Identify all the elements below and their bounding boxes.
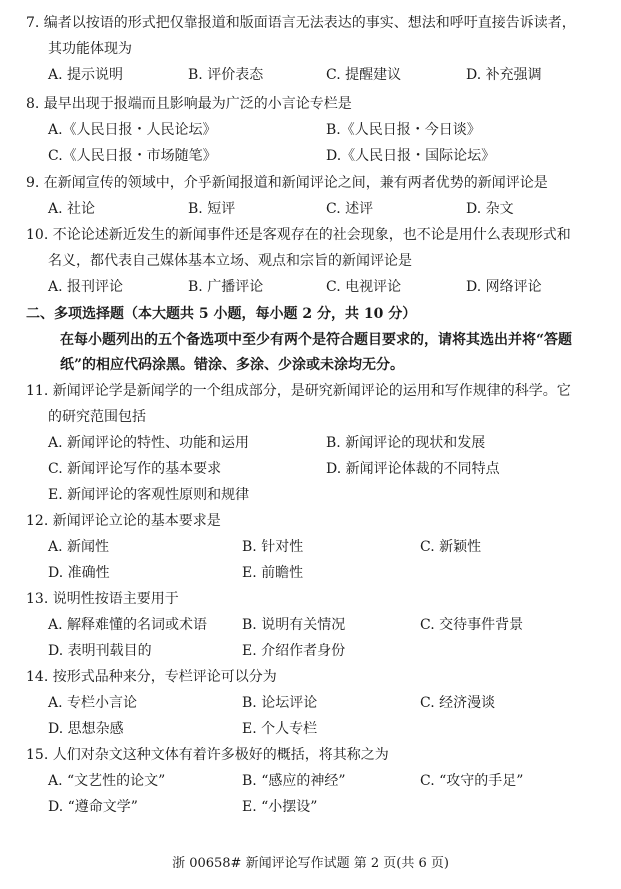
option-e: E. 个人专栏 xyxy=(242,721,318,737)
option-a: A. 提示说明 xyxy=(48,67,124,83)
option-a: A. 解释难懂的名词或术语 xyxy=(48,617,208,633)
option-d: D. “遵命文学” xyxy=(48,799,138,815)
question-9-text: 9. 在新闻宣传的领域中，介乎新闻报道和新闻评论之间，兼有两者优势的新闻评论是 xyxy=(26,175,548,191)
option-a: A. 专栏小言论 xyxy=(48,695,138,711)
option-d: D. 思想杂感 xyxy=(48,721,124,737)
option-b: B. “感应的神经” xyxy=(242,773,346,789)
option-c: C. “攻守的手足” xyxy=(420,773,524,789)
option-e: E. 介绍作者身份 xyxy=(242,643,346,659)
question-8-text: 8. 最早出现于报端而且影响最为广泛的小言论专栏是 xyxy=(26,96,352,112)
option-d: D. 准确性 xyxy=(48,565,110,581)
question-13-text: 13. 说明性按语主要用于 xyxy=(26,591,179,607)
question-11-text-cont: 的研究范围包括 xyxy=(48,409,146,425)
option-d: D. 新闻评论体裁的不同特点 xyxy=(326,461,500,477)
option-d: D. 表明刊载目的 xyxy=(48,643,152,659)
section-instructions-cont: 纸”的相应代码涂黑。错涂、多涂、少涂或未涂均无分。 xyxy=(60,357,405,373)
question-14-text: 14. 按形式品种来分，专栏评论可以分为 xyxy=(26,669,277,685)
option-b: B. 广播评论 xyxy=(188,279,264,295)
option-c: C. 述评 xyxy=(326,201,374,217)
option-a: A. 社论 xyxy=(48,201,96,217)
option-c: C. 经济漫谈 xyxy=(420,695,496,711)
question-10-text-cont: 名义，都代表自己媒体基本立场、观点和宗旨的新闻评论是 xyxy=(48,253,412,269)
question-15-text: 15. 人们对杂文这种文体有着许多极好的概括，将其称之为 xyxy=(26,747,389,763)
option-c: C. 新闻评论写作的基本要求 xyxy=(48,461,222,477)
option-b: B. 新闻评论的现状和发展 xyxy=(326,435,486,451)
option-e: E. “小摆设” xyxy=(242,799,318,815)
page-footer: 浙 00658# 新闻评论写作试题 第 2 页(共 6 页) xyxy=(172,856,449,871)
section-instructions: 在每小题列出的五个备选项中至少有两个是符合题目要求的，请将其选出并将“答题 xyxy=(60,332,573,348)
option-c: C. 交待事件背景 xyxy=(420,617,524,633)
option-a: A. 新闻性 xyxy=(48,539,110,555)
question-7-text-cont: 其功能体现为 xyxy=(48,41,132,57)
option-a: A. “文艺性的论文” xyxy=(48,773,166,789)
option-b: B. 短评 xyxy=(188,201,236,217)
option-b: B. 说明有关情况 xyxy=(242,617,346,633)
option-b: B. 评价表态 xyxy=(188,67,264,83)
option-b: B.《人民日报・今日谈》 xyxy=(326,122,481,138)
option-c: C. 电视评论 xyxy=(326,279,402,295)
question-10-text: 10. 不论论述新近发生的新闻事件还是客观存在的社会现象，也不论是用什么表现形式和 xyxy=(26,227,571,243)
option-d: D. 杂文 xyxy=(466,201,514,217)
option-e: E. 新闻评论的客观性原则和规律 xyxy=(48,487,250,503)
option-a: A.《人民日报・人民论坛》 xyxy=(48,122,217,138)
section-heading: 二、多项选择题（本大题共 5 小题，每小题 2 分，共 10 分） xyxy=(26,306,417,322)
option-b: B. 论坛评论 xyxy=(242,695,318,711)
option-b: B. 针对性 xyxy=(242,539,304,555)
option-d: D. 网络评论 xyxy=(466,279,542,295)
option-d: D. 补充强调 xyxy=(466,67,542,83)
option-c: C. 新颖性 xyxy=(420,539,482,555)
option-a: A. 新闻评论的特性、功能和运用 xyxy=(48,435,250,451)
question-12-text: 12. 新闻评论立论的基本要求是 xyxy=(26,513,221,529)
option-c: C. 提醒建议 xyxy=(326,67,402,83)
question-7-text: 7. 编者以按语的形式把仅靠报道和版面语言无法表达的事实、想法和呼吁直接告诉读者， xyxy=(26,15,576,31)
option-a: A. 报刊评论 xyxy=(48,279,124,295)
option-e: E. 前瞻性 xyxy=(242,565,304,581)
option-c: C.《人民日报・市场随笔》 xyxy=(48,148,217,164)
question-11-text: 11. 新闻评论学是新闻学的一个组成部分，是研究新闻评论的运用和写作规律的科学。它 xyxy=(26,383,571,399)
option-d: D.《人民日报・国际论坛》 xyxy=(326,148,496,164)
